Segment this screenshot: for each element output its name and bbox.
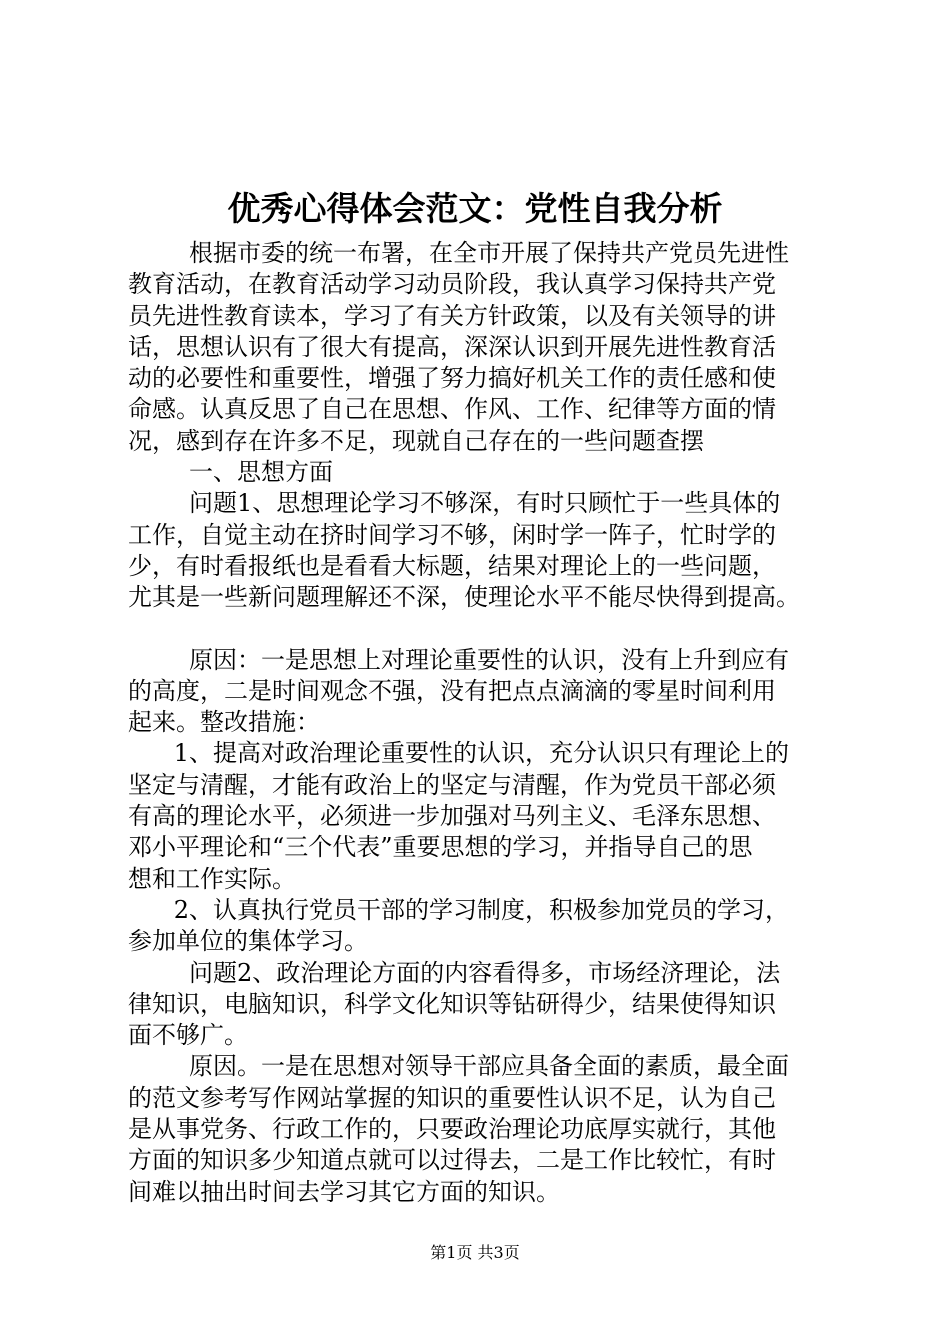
body-line: 坚定与清醒，才能有政治上的坚定与清醒，作为党员干部必须 — [128, 770, 776, 799]
body-line: 起来。整改措施： — [128, 708, 320, 737]
body-line: 动的必要性和重要性，增强了努力搞好机关工作的责任感和使 — [128, 364, 776, 393]
blank-line — [128, 614, 828, 645]
body-line: 的高度，二是时间观念不强，没有把点点滴滴的零星时间利用 — [128, 676, 776, 705]
body-line: 2、认真执行党员干部的学习制度，积极参加党员的学习， — [128, 895, 790, 924]
body-line: 命感。认真反思了自己在思想、作风、工作、纪律等方面的情 — [128, 395, 776, 424]
body-line: 的范文参考写作网站掌握的知识的重要性认识不足，认为自己 — [128, 1083, 776, 1112]
body-line: 有高的理论水平，必须进一步加强对马列主义、毛泽东思想、 — [128, 802, 776, 831]
body-line: 参加单位的集体学习。 — [128, 927, 368, 956]
body-line: 方面的知识多少知道点就可以过得去，二是工作比较忙，有时 — [128, 1146, 776, 1175]
body-line: 教育活动，在教育活动学习动员阶段，我认真学习保持共产党 — [128, 270, 776, 299]
body-line: 问题2、政治理论方面的内容看得多，市场经济理论，法 — [128, 958, 781, 987]
body-line: 况，感到存在许多不足，现就自己存在的一些问题查摆 — [128, 426, 704, 455]
body-line: 原因。一是在思想对领导干部应具备全面的素质，最全面 — [128, 1052, 790, 1081]
body-line: 是从事党务、行政工作的，只要政治理论功底厚实就行，其他 — [128, 1115, 776, 1144]
page-footer: 第1页 共3页 — [430, 1243, 520, 1262]
body-line: 问题1、思想理论学习不够深，有时只顾忙于一些具体的 — [128, 489, 781, 518]
body-line: 工作，自觉主动在挤时间学习不够，闲时学一阵子，忙时学的 — [128, 520, 776, 549]
body-line: 律知识，电脑知识，科学文化知识等钻研得少，结果使得知识 — [128, 989, 776, 1018]
body-line: 一、思想方面 — [128, 458, 334, 487]
body-line: 尤其是一些新问题理解还不深，使理论水平不能尽快得到提高。 — [128, 583, 800, 612]
document-title: 优秀心得体会范文：党性自我分析 — [227, 189, 723, 228]
body-line: 员先进性教育读本，学习了有关方针政策，以及有关领导的讲 — [128, 301, 776, 330]
body-line: 面不够广。 — [128, 1021, 248, 1050]
body-line: 邓小平理论和“三个代表”重要思想的学习，并指导自己的思 — [128, 833, 753, 862]
body-line: 想和工作实际。 — [128, 864, 296, 893]
body-line: 话，思想认识有了很大有提高，深深认识到开展先进性教育活 — [128, 332, 776, 361]
body-line: 原因：一是思想上对理论重要性的认识，没有上升到应有 — [128, 645, 790, 674]
body-line: 少，有时看报纸也是看看大标题，结果对理论上的一些问题， — [128, 551, 776, 580]
body-line: 间难以抽出时间去学习其它方面的知识。 — [128, 1177, 560, 1206]
body-line: 1、提高对政治理论重要性的认识，充分认识只有理论上的 — [128, 739, 790, 768]
body-line: 根据市委的统一布署，在全市开展了保持共产党员先进性 — [128, 239, 790, 267]
document-body — [128, 238, 828, 1208]
